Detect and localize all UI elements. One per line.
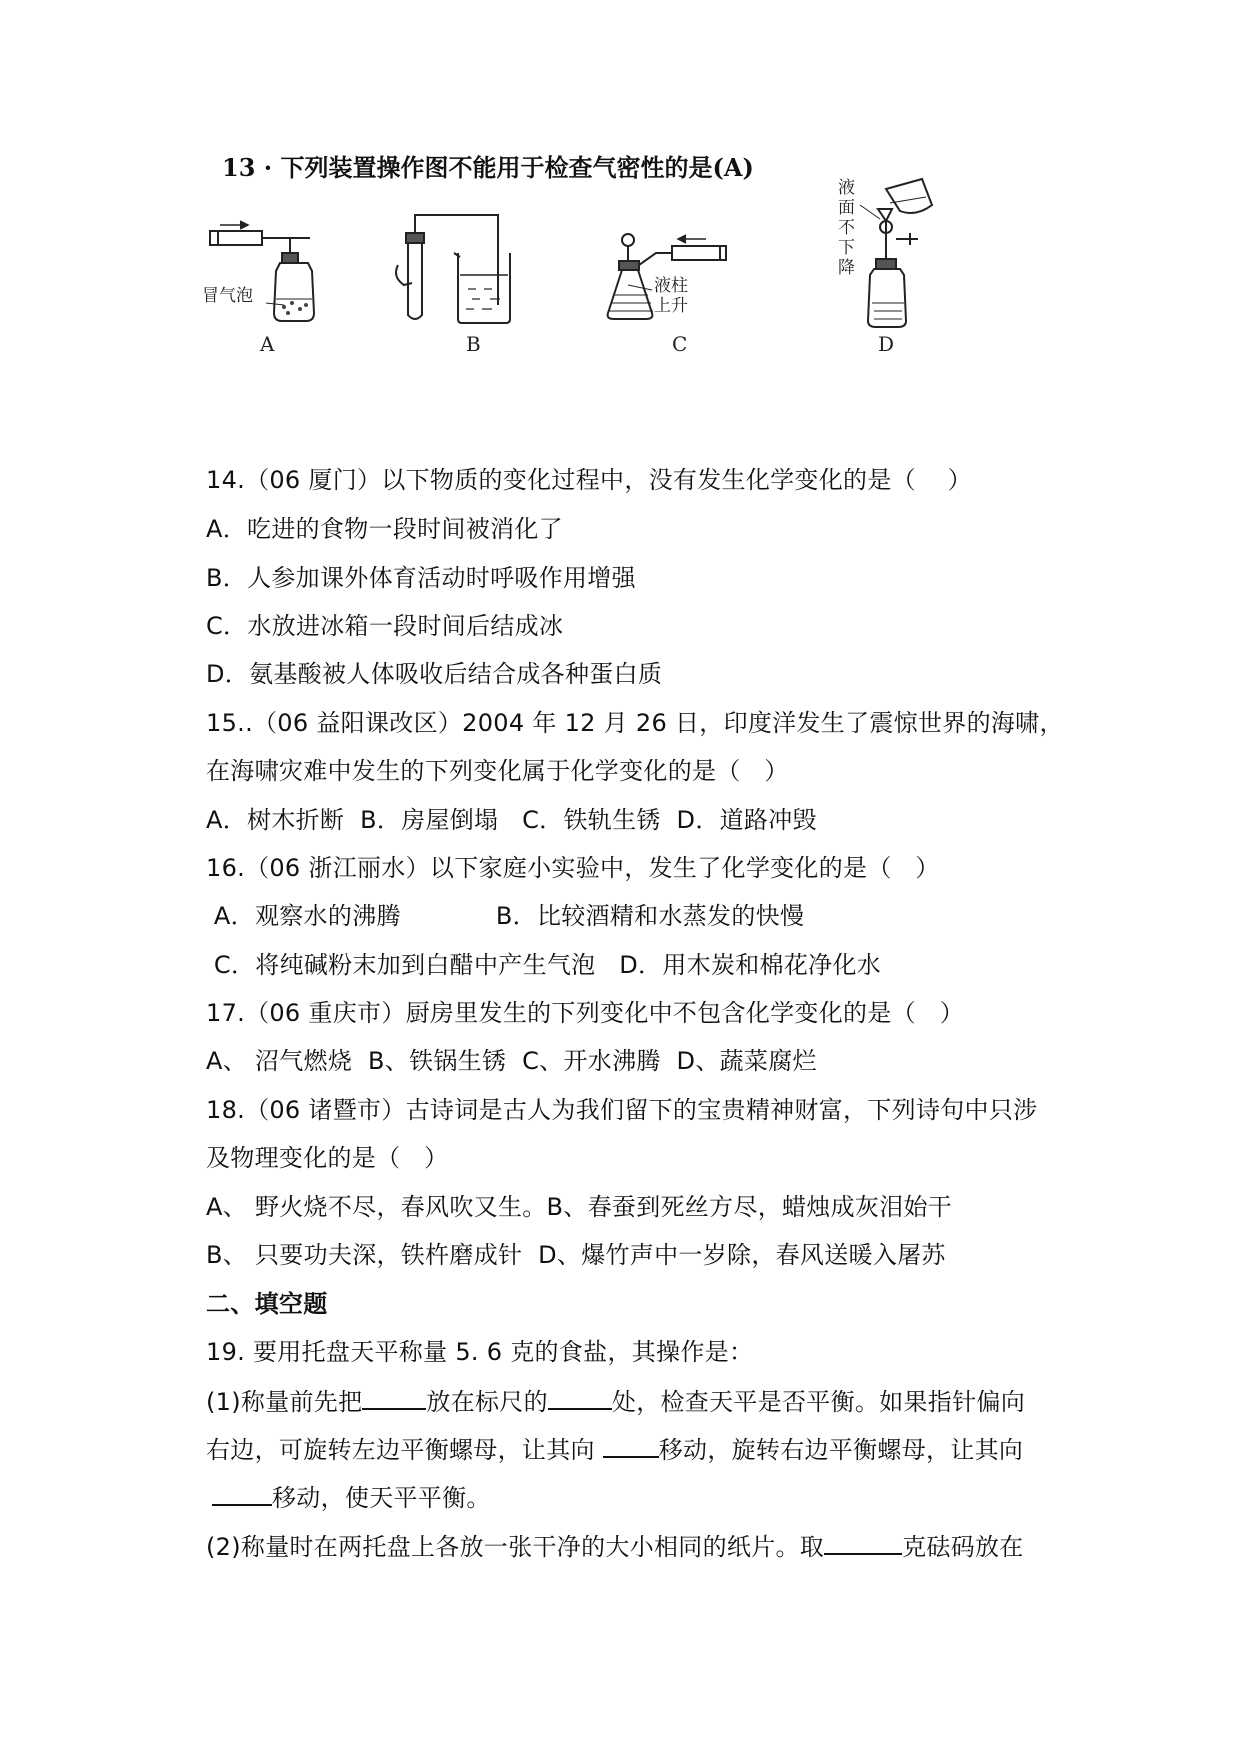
question-14-option-d: D．氨基酸被人体吸收后结合成各种蛋白质 bbox=[206, 660, 663, 688]
question-18-stem-line-2: 及物理变化的是（ ） bbox=[206, 1144, 449, 1172]
annotation-bubbles: 冒气泡 bbox=[202, 286, 253, 306]
question-14-option-b: B．人参加课外体育活动时呼吸作用增强 bbox=[206, 564, 636, 592]
question-16-options-line-1: A．观察水的沸腾 B．比较酒精和水蒸发的快慢 bbox=[206, 902, 805, 930]
question-15-stem-line-2: 在海啸灾难中发生的下列变化属于化学变化的是（ ） bbox=[206, 757, 789, 785]
question-17-options: A、 沼气燃烧 B、铁锅生锈 C、开水沸腾 D、蔬菜腐烂 bbox=[206, 1047, 817, 1075]
question-14-option-c: C．水放进冰箱一段时间后结成冰 bbox=[206, 612, 564, 640]
text-segment: (2)称量时在两托盘上各放一张干净的大小相同的纸片。取 bbox=[206, 1533, 825, 1561]
annotation-d-char-1: 液 bbox=[838, 178, 855, 198]
text-segment: 移动，使天平平衡。 bbox=[272, 1484, 491, 1512]
answer-blank-5[interactable] bbox=[824, 1531, 902, 1555]
question-19-stem: 19. 要用托盘天平称量 5. 6 克的食盐，其操作是： bbox=[206, 1338, 754, 1366]
apparatus-d bbox=[838, 178, 932, 356]
apparatus-a bbox=[202, 221, 314, 356]
text-segment: 放在标尺的 bbox=[426, 1388, 548, 1416]
question-19-part-1-line-3 bbox=[206, 1482, 491, 1513]
question-16-options-line-2: C．将纯碱粉末加到白醋中产生气泡 D．用木炭和棉花净化水 bbox=[206, 951, 882, 979]
question-19-part-1-line-2 bbox=[206, 1434, 1023, 1465]
question-17-stem: 17.（06 重庆市）厨房里发生的下列变化中不包含化学变化的是（ ） bbox=[206, 999, 965, 1027]
figure-label-d: D bbox=[878, 332, 895, 356]
text-segment: 克砝码放在 bbox=[902, 1533, 1024, 1561]
section-heading-fill-in: 二、填空题 bbox=[206, 1290, 328, 1318]
question-16-stem: 16.（06 浙江丽水）以下家庭小实验中，发生了化学变化的是（ ） bbox=[206, 854, 940, 882]
airtightness-apparatus-figure bbox=[202, 178, 1040, 400]
annotation-d-char-3: 不 bbox=[838, 218, 855, 238]
annotation-d-char-5: 降 bbox=[838, 258, 855, 278]
answer-blank-3[interactable] bbox=[603, 1434, 659, 1458]
question-13-stem: 13 · 下列装置操作图不能用于检查气密性的是(A) bbox=[222, 153, 754, 182]
question-18-options-line-1: A、 野火烧不尽，春风吹又生。B、春蚕到死丝方尽，蜡烛成灰泪始干 bbox=[206, 1193, 953, 1221]
question-18-stem-line-1: 18.（06 诸暨市）古诗词是古人为我们留下的宝贵精神财富，下列诗句中只涉 bbox=[206, 1096, 1038, 1124]
text-segment: 右边，可旋转左边平衡螺母，让其向 bbox=[206, 1436, 603, 1464]
apparatus-c bbox=[608, 234, 726, 356]
answer-blank-2[interactable] bbox=[548, 1386, 612, 1410]
annotation-rises: 上升 bbox=[654, 296, 688, 316]
question-14-stem: 14.（06 厦门）以下物质的变化过程中，没有发生化学变化的是（ ） bbox=[206, 466, 972, 494]
answer-blank-1[interactable] bbox=[362, 1386, 426, 1410]
text-segment: 移动，旋转右边平衡螺母，让其向 bbox=[658, 1436, 1024, 1464]
annotation-liquid-column: 液柱 bbox=[654, 276, 688, 296]
question-15-options: A．树木折断 B．房屋倒塌 C．铁轨生锈 D．道路冲毁 bbox=[206, 806, 817, 834]
annotation-d-char-2: 面 bbox=[838, 198, 855, 218]
question-19-part-1-line-1 bbox=[206, 1386, 1025, 1417]
apparatus-b bbox=[396, 215, 510, 356]
text-segment: 处，检查天平是否平衡。如果指针偏向 bbox=[611, 1388, 1026, 1416]
question-18-options-line-2: B、 只要功夫深，铁杵磨成针 D、爆竹声中一岁除，春风送暖入屠苏 bbox=[206, 1241, 946, 1269]
figure-label-a: A bbox=[260, 332, 275, 356]
figure-label-b: B bbox=[466, 332, 481, 356]
answer-blank-4[interactable] bbox=[212, 1482, 272, 1506]
text-segment: (1)称量前先把 bbox=[206, 1388, 363, 1416]
question-19-part-2-line-1 bbox=[206, 1531, 1024, 1562]
question-14-option-a: A．吃进的食物一段时间被消化了 bbox=[206, 515, 563, 543]
figure-label-c: C bbox=[672, 332, 688, 356]
annotation-d-char-4: 下 bbox=[838, 238, 855, 258]
question-15-stem-line-1: 15..（06 益阳课改区）2004 年 12 月 26 日，印度洋发生了震惊世界的海啸， bbox=[206, 709, 1064, 737]
